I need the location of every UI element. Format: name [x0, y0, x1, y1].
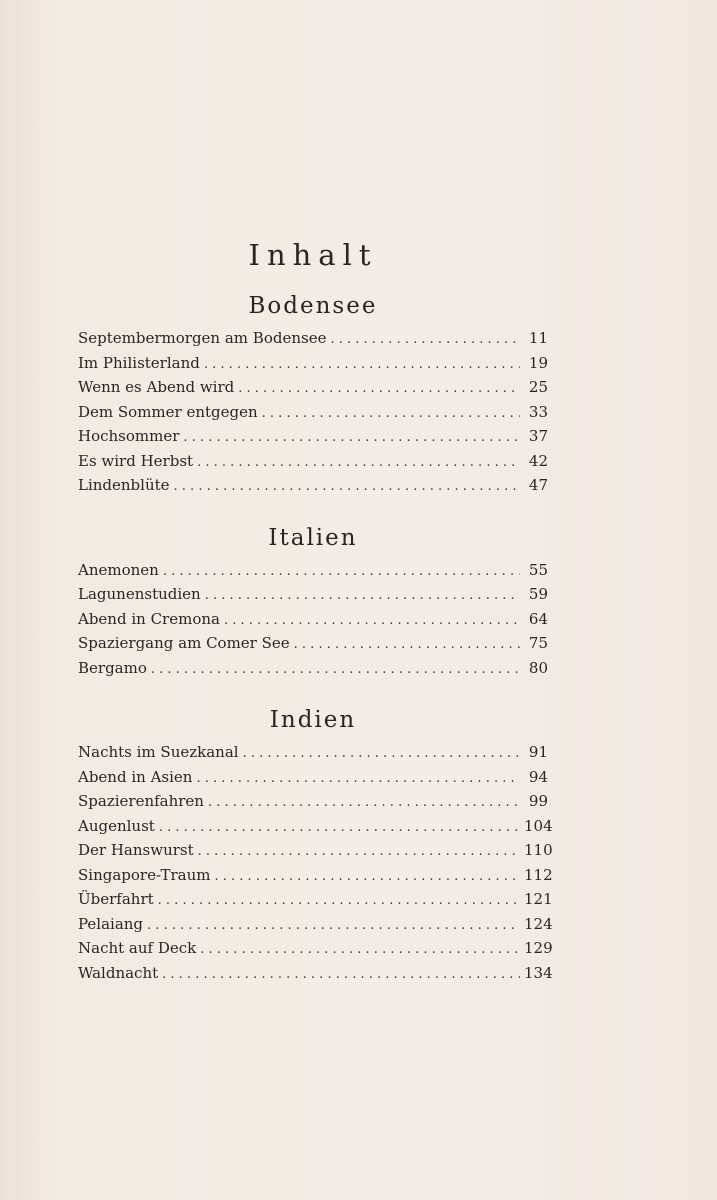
toc-entry [78, 400, 548, 425]
entry-page: 94 [528, 767, 548, 786]
entry-page: 110 [524, 841, 553, 859]
entry-page: 112 [524, 865, 553, 884]
entry-title: Pelaiang [78, 914, 144, 933]
toc-entry [78, 607, 548, 632]
toc-entry [78, 473, 548, 498]
entry-page: 42 [528, 451, 548, 470]
dot-leader [262, 402, 520, 427]
entry-title: Bergamo [78, 658, 147, 677]
entry-title: Lindenblüte [78, 476, 170, 494]
entry-title: Singapore-Traum [78, 865, 211, 884]
entry-page: 91 [528, 743, 548, 761]
toc-entry [78, 631, 548, 656]
toc-entry [78, 740, 548, 765]
dot-leader [205, 584, 520, 609]
entry-title: Spazierenfahren [78, 792, 204, 810]
entry-title: Augenlust [78, 816, 155, 835]
table-of-contents [78, 238, 553, 1005]
entry-page: 19 [528, 353, 548, 372]
toc-entry [78, 656, 548, 681]
toc-entry [78, 961, 553, 986]
dot-leader [294, 633, 520, 658]
entry-title: Wenn es Abend wird [78, 378, 235, 396]
toc-entry [78, 887, 553, 912]
entry-title: Waldnacht [78, 963, 159, 982]
toc-entry [78, 912, 553, 937]
toc-entry [78, 814, 553, 839]
toc-entry [78, 863, 553, 888]
dot-leader [158, 889, 520, 914]
toc-entry [78, 351, 548, 376]
entry-page: 124 [524, 914, 553, 933]
dot-leader [208, 791, 520, 816]
section-heading-bodensee: Bodensee [248, 293, 378, 319]
dot-leader [215, 865, 521, 890]
toc-entry [78, 449, 548, 474]
entry-title: Lagunenstudien [78, 585, 201, 603]
entry-page: 99 [528, 792, 548, 810]
entry-title: Septembermorgen am Bodensee [78, 329, 327, 347]
section-heading-italien: Italien [268, 524, 358, 551]
dot-leader [196, 767, 520, 792]
dot-leader [243, 742, 520, 767]
entry-title: Nacht auf Deck [78, 939, 197, 957]
entry-title: Dem Sommer entgegen [78, 402, 258, 421]
toc-entry [78, 789, 548, 814]
dot-leader [198, 840, 520, 865]
entry-title: Nachts im Suezkanal [78, 743, 239, 761]
section-heading-indien: Indien [269, 707, 357, 733]
toc-entry [78, 936, 553, 961]
entry-title: Hochsommer [78, 427, 180, 445]
toc-entry [78, 326, 548, 351]
entry-title: Überfahrt [78, 890, 154, 908]
entry-title: Abend in Cremona [78, 609, 220, 628]
entry-page: 129 [524, 939, 553, 957]
section-list-italien [78, 558, 548, 681]
dot-leader [197, 451, 520, 476]
dot-leader [162, 963, 520, 988]
entry-page: 11 [528, 329, 548, 347]
entry-page: 104 [524, 816, 553, 835]
entry-page: 37 [528, 427, 548, 445]
entry-title: Es wird Herbst [78, 451, 194, 470]
entry-page: 121 [524, 890, 553, 908]
dot-leader [174, 475, 520, 500]
dot-leader [330, 328, 520, 353]
toc-entry [78, 558, 548, 583]
dot-leader [224, 609, 520, 634]
entry-title: Abend in Asien [78, 767, 193, 786]
entry-page: 47 [528, 476, 548, 494]
page-title: Inhalt [248, 238, 378, 272]
entry-page: 80 [528, 658, 548, 677]
section-list-indien [78, 740, 553, 985]
entry-page: 59 [528, 585, 548, 603]
dot-leader [204, 353, 520, 378]
dot-leader [147, 914, 520, 939]
dot-leader [163, 560, 520, 585]
dot-leader [200, 938, 520, 963]
dot-leader [159, 816, 520, 841]
dot-leader [238, 377, 520, 402]
entry-title: Der Hanswurst [78, 841, 194, 859]
entry-page: 75 [528, 634, 548, 652]
dot-leader [183, 426, 520, 451]
entry-page: 64 [528, 609, 548, 628]
toc-entry [78, 765, 548, 790]
toc-entry [78, 424, 548, 449]
entry-page: 55 [528, 560, 548, 579]
entry-title: Spaziergang am Comer See [78, 634, 290, 652]
toc-entry [78, 838, 553, 863]
toc-entry [78, 375, 548, 400]
entry-title: Anemonen [78, 560, 159, 579]
entry-page: 25 [528, 378, 548, 396]
section-list-bodensee [78, 326, 548, 498]
entry-page: 33 [528, 402, 548, 421]
toc-entry [78, 582, 548, 607]
entry-page: 134 [524, 963, 553, 982]
entry-title: Im Philisterland [78, 353, 200, 372]
dot-leader [151, 658, 520, 683]
